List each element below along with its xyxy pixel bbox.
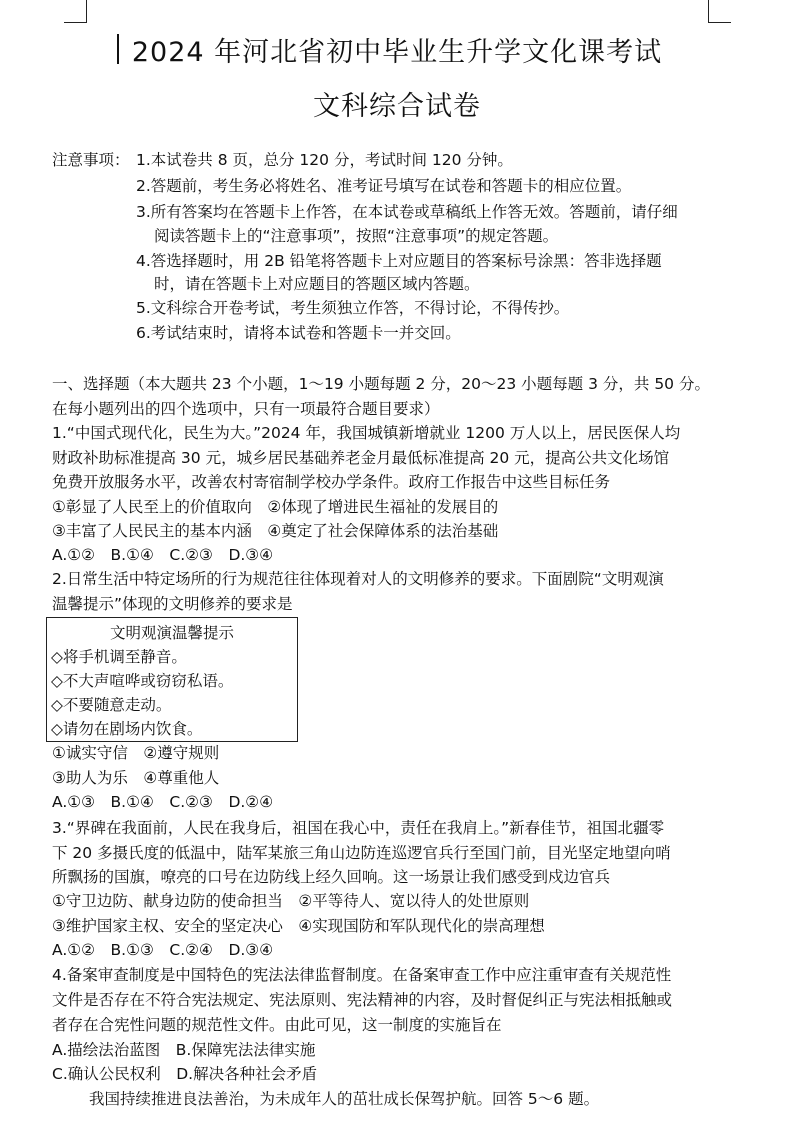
q3-stem-line-3: 所飘扬的国旗，嘹亮的口号在边防线上经久回响。这一场景让我们感受到戍边官兵 xyxy=(52,868,611,886)
q2-options-line-2: ③助人为乐 ④尊重他人 xyxy=(52,769,220,787)
q1-stem-line-2: 财政补助标准提高 30 元，城乡居民基础养老金月最低标准提高 20 元，提高公共文化场馆 xyxy=(52,449,670,467)
notice-item-1: 1.本试卷共 8 页，总分 120 分，考试时间 120 分钟。 xyxy=(136,151,513,169)
q3-options-line-1: ①守卫边防、献身边防的使命担当 ②平等待人、宽以待人的处世原则 xyxy=(52,892,530,910)
crop-mark-right-horizontal xyxy=(708,22,731,23)
q1-stem-line-1: 1.“中国式现代化，民生为大。”2024 年，我国城镇新增就业 1200 万人以上，居民医保人均 xyxy=(52,424,681,442)
q1-choices: A.①② B.①④ C.②③ D.③④ xyxy=(52,546,274,564)
section-heading-line-1: 一、选择题（本大题共 23 个小题，1～19 小题每题 2 分，20～23 小题每题 3 分，共 50 分。 xyxy=(52,375,710,393)
crop-mark-right-vertical xyxy=(708,0,709,22)
q1-options-line-1: ①彰显了人民至上的价值取向 ②体现了增进民生福祉的发展目的 xyxy=(52,498,499,516)
theater-notice-item: ◇请勿在剧场内饮食。 xyxy=(51,720,203,738)
notice-item-3a: 3.所有答案均在答题卡上作答，在本试卷或草稿纸上作答无效。答题前，请仔细 xyxy=(136,203,678,221)
q4-options-line-2: C.确认公民权利 D.解决各种社会矛盾 xyxy=(52,1065,318,1083)
q4-options-line-1: A.描绘法治蓝图 B.保障宪法法律实施 xyxy=(52,1041,316,1059)
q3-stem-line-2: 下 20 多摄氏度的低温中，陆军某旅三角山边防连巡逻官兵行至国门前，目光坚定地望向哨 xyxy=(52,844,671,862)
q2-stem-line-1: 2.日常生活中特定场所的行为规范往往体现着对人的文明修养的要求。下面剧院“文明观演 xyxy=(52,570,664,588)
crop-mark-left-vertical xyxy=(86,0,87,22)
q2-stem-line-2: 温馨提示”体现的文明修养的要求是 xyxy=(52,595,293,613)
theater-notice-item: ◇不要随意走动。 xyxy=(51,696,172,714)
notice-item-2: 2.答题前，考生务必将姓名、准考证号填写在试卷和答题卡的相应位置。 xyxy=(136,177,632,195)
crop-mark-left-horizontal xyxy=(64,22,87,23)
q4-stem-line-1: 4.备案审查制度是中国特色的宪法法律监督制度。在备案审查工作中应注重审查有关规范性 xyxy=(52,966,672,984)
notice-item-6: 6.考试结束时，请将本试卷和答题卡一并交回。 xyxy=(136,324,461,342)
notice-item-5: 5.文科综合开卷考试，考生须独立作答，不得讨论，不得传抄。 xyxy=(136,299,570,317)
exam-title: 2024 年河北省初中毕业生升学文化课考试 xyxy=(131,37,663,68)
exam-subtitle: 文科综合试卷 xyxy=(313,91,481,122)
notice-item-4a: 4.答选择题时，用 2B 铅笔将答题卡上对应题目的答案标号涂黑：答非选择题 xyxy=(136,252,662,270)
q1-stem-line-3: 免费开放服务水平，改善农村寄宿制学校办学条件。政府工作报告中这些目标任务 xyxy=(52,473,611,491)
q3-stem-line-1: 3.“界碑在我面前，人民在我身后，祖国在我心中，责任在我肩上。”新春佳节，祖国北疆零 xyxy=(52,819,665,837)
q3-options-line-2: ③维护国家主权、安全的坚定决心 ④实现国防和军队现代化的崇高理想 xyxy=(52,917,545,935)
theater-notice-item: ◇不大声喧哗或窃窃私语。 xyxy=(51,672,234,690)
q4-stem-line-2: 文件是否存在不符合宪法规定、宪法原则、宪法精神的内容，及时督促纠正与宪法相抵触或 xyxy=(52,991,673,1009)
q4-stem-line-3: 者存在合宪性问题的规范性文件。由此可见，这一制度的实施旨在 xyxy=(52,1016,502,1034)
theater-notice-box xyxy=(46,617,298,742)
section-heading-line-2: 在每小题列出的四个选项中，只有一项最符合题目要求） xyxy=(52,400,440,418)
theater-notice-item: ◇将手机调至静音。 xyxy=(51,648,187,666)
notice-item-4b: 时，请在答题卡上对应题目的答题区域内答题。 xyxy=(154,275,480,293)
q5-6-intro: 我国持续推进良法善治，为未成年人的茁壮成长保驾护航。回答 5～6 题。 xyxy=(89,1090,600,1108)
notice-label: 注意事项： xyxy=(52,151,130,169)
q2-options-line-1: ①诚实守信 ②遵守规则 xyxy=(52,744,220,762)
q3-choices: A.①② B.①③ C.②④ D.③④ xyxy=(52,941,274,959)
q1-options-line-2: ③丰富了人民民主的基本内涵 ④奠定了社会保障体系的法治基础 xyxy=(52,522,499,540)
q2-choices: A.①③ B.①④ C.②③ D.②④ xyxy=(52,793,274,811)
notice-item-3b: 阅读答题卡上的“注意事项”，按照“注意事项”的规定答题。 xyxy=(154,227,559,245)
theater-notice-title: 文明观演温馨提示 xyxy=(109,624,234,642)
